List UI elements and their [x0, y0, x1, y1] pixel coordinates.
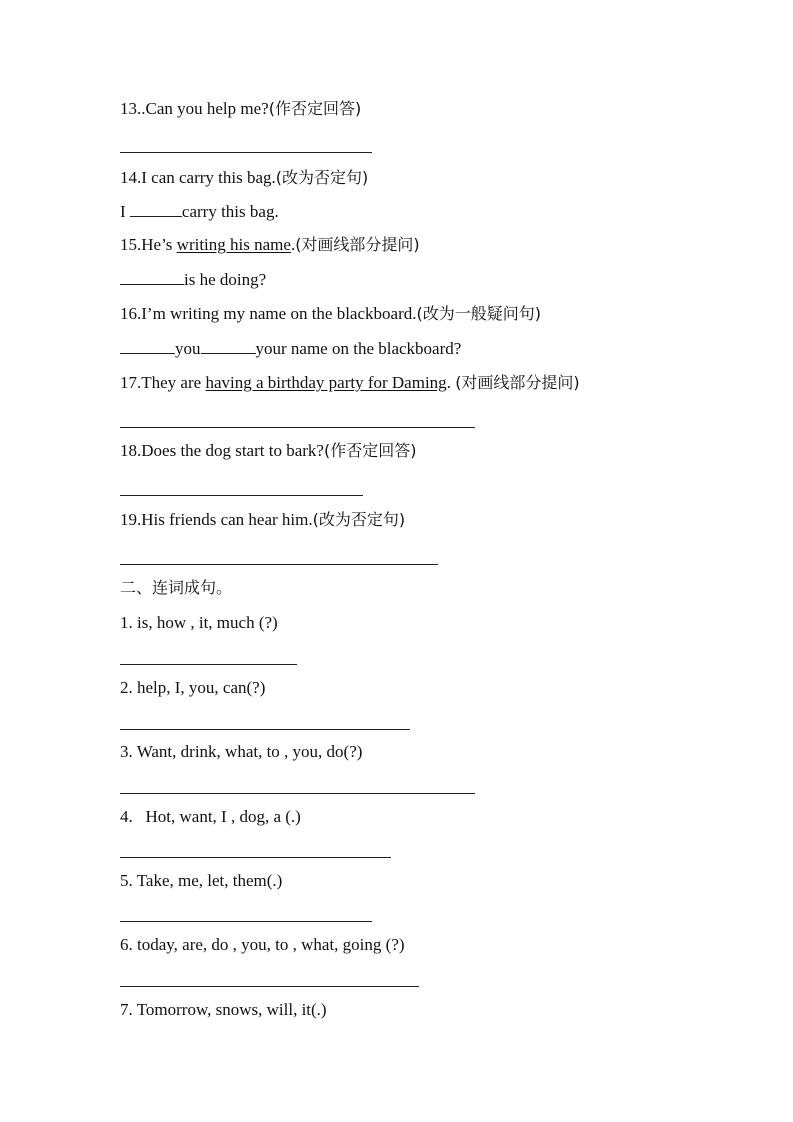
item-number: 4.	[120, 807, 146, 826]
item-words: Want, drink, what, to , you, do(?)	[136, 742, 363, 761]
answer-16	[120, 338, 461, 360]
question-suffix: .	[446, 373, 456, 392]
blank[interactable]	[120, 270, 184, 285]
item-number: 2.	[120, 678, 137, 697]
question-text: 14.I can carry this bag.	[120, 168, 276, 187]
blank[interactable]	[201, 339, 256, 354]
answer-line-17[interactable]	[120, 427, 475, 428]
question-18	[120, 440, 416, 462]
instruction: (对画线部分提问)	[295, 235, 420, 254]
instruction: (作否定回答)	[323, 441, 417, 460]
answer-line-18[interactable]	[120, 495, 363, 496]
item-words: is, how , it, much (?)	[137, 613, 278, 632]
answer-suffix: carry this bag.	[181, 202, 279, 221]
item-words: Hot, want, I , dog, a (.)	[145, 807, 301, 826]
answer-prefix: I	[120, 202, 130, 221]
section-heading: 二、连词成句。	[120, 578, 233, 597]
question-19	[120, 509, 405, 531]
question-text: 16.I’m writing my name on the blackboard.	[120, 304, 417, 323]
instruction: (作否定回答)	[268, 99, 362, 118]
question-16	[120, 303, 541, 325]
sentence-item-5	[120, 870, 282, 892]
sentence-item-3	[120, 741, 362, 763]
blank[interactable]	[120, 339, 175, 354]
answer-line-2[interactable]	[120, 729, 410, 730]
item-number: 6.	[120, 935, 137, 954]
item-number: 7.	[120, 1000, 137, 1019]
underlined-phrase: writing his name	[176, 235, 291, 254]
instruction: (改为否定句)	[312, 510, 406, 529]
instruction: (对画线部分提问)	[455, 373, 580, 392]
sentence-item-6	[120, 934, 405, 956]
question-14	[120, 167, 368, 189]
sentence-item-1	[120, 612, 278, 634]
question-text: 19.His friends can hear him.	[120, 510, 313, 529]
answer-14	[120, 201, 279, 223]
underlined-phrase: having a birthday party for Daming	[205, 373, 447, 392]
item-words: Tomorrow, snows, will, it(.)	[136, 1000, 327, 1019]
sentence-item-4	[120, 806, 301, 828]
question-17	[120, 372, 580, 394]
sentence-item-7	[120, 999, 327, 1021]
answer-line-3[interactable]	[120, 793, 475, 794]
answer-suffix: is he doing?	[184, 270, 267, 289]
answer-line-6[interactable]	[120, 986, 419, 987]
item-number: 1.	[120, 613, 137, 632]
answer-line-5[interactable]	[120, 921, 372, 922]
answer-line-1[interactable]	[120, 664, 297, 665]
item-number: 5.	[120, 871, 137, 890]
answer-suffix: your name on the blackboard?	[255, 339, 462, 358]
answer-line-4[interactable]	[120, 857, 391, 858]
answer-line-19[interactable]	[120, 564, 438, 565]
instruction: (改为一般疑问句)	[416, 304, 541, 323]
question-suffix: .	[290, 235, 296, 254]
item-number: 3.	[120, 742, 137, 761]
question-15	[120, 234, 420, 256]
item-words: Take, me, let, them(.)	[136, 871, 283, 890]
item-words: help, I, you, can(?)	[137, 678, 266, 697]
question-text: 18.Does the dog start to bark?	[120, 441, 324, 460]
answer-15	[120, 269, 266, 291]
answer-line-13[interactable]	[120, 152, 372, 153]
question-text: 13..Can you help me?	[120, 99, 269, 118]
instruction: (改为否定句)	[275, 168, 369, 187]
question-13	[120, 98, 361, 120]
question-prefix: 17.They are	[120, 373, 206, 392]
answer-mid: you	[175, 339, 201, 358]
blank[interactable]	[130, 202, 182, 217]
item-words: today, are, do , you, to , what, going (?)	[137, 935, 405, 954]
question-prefix: 15.He’s	[120, 235, 177, 254]
sentence-item-2	[120, 677, 265, 699]
